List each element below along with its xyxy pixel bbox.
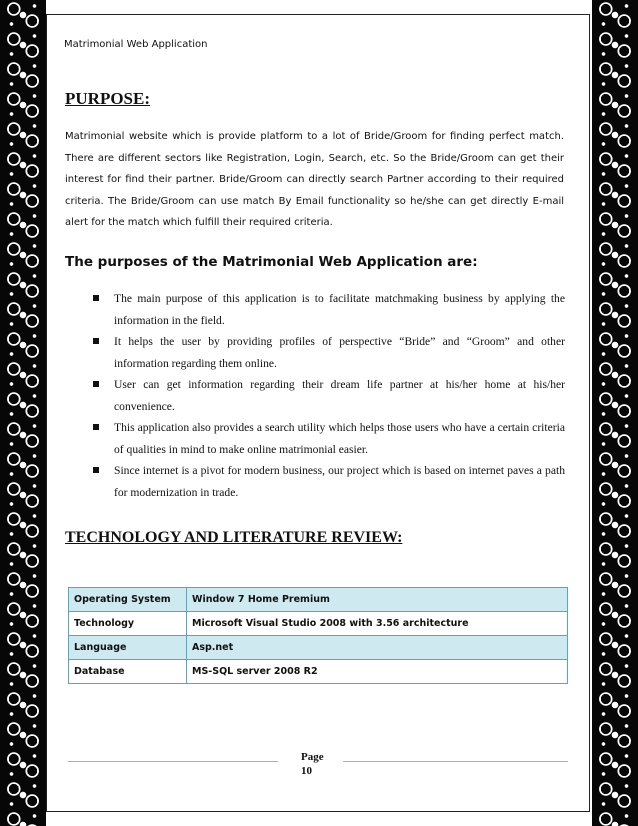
table-row: [69, 636, 568, 660]
table-cell-label: Technology: [69, 612, 187, 636]
technology-table: [68, 587, 568, 684]
square-bullet-icon: [93, 381, 99, 387]
table-cell-value: MS-SQL server 2008 R2: [187, 660, 568, 684]
list-item: [93, 288, 565, 331]
purpose-paragraph: Matrimonial website which is provide platform to a lot of Bride/Groom for finding perfect match. There are different sectors like Registration, Login, Search, etc. So the Bride/Groom can get their interest for find their partner. Bride/Groom can directly search Partner according to their required criteria. The Bride/Groom can use match By Email functionality so he/she can get directly E-mail alert for the match which fulfill their required criteria.: [65, 131, 564, 228]
list-item-text: This application also provides a search utility which helps those users who have a certain criteria of qualities in mind to make online matrimonial easier.: [114, 421, 565, 456]
technology-title: TECHNOLOGY AND LITERATURE REVIEW:: [65, 529, 403, 546]
table-cell-label: Operating System: [69, 588, 187, 612]
square-bullet-icon: [93, 295, 99, 301]
square-bullet-icon: [93, 424, 99, 430]
square-bullet-icon: [93, 467, 99, 473]
page-label: Page: [301, 751, 324, 763]
table-row: [69, 588, 568, 612]
list-item: [93, 374, 565, 417]
footer-rule-left: [68, 761, 278, 762]
list-item-text: Since internet is a pivot for modern business, our project which is based on internet paves a path for modernization in trade.: [114, 464, 565, 499]
purposes-heading: The purposes of the Matrimonial Web Application are:: [65, 254, 478, 270]
footer-rule-right: [343, 761, 568, 762]
page-number: [301, 750, 324, 778]
list-item: [93, 417, 565, 460]
list-item-text: The main purpose of this application is to facilitate matchmaking business by applying the information in the field.: [114, 292, 565, 327]
purpose-title: PURPOSE:: [65, 89, 150, 108]
list-item-text: It helps the user by providing profiles of perspective “Bride” and “Groom” and other information regarding them online.: [114, 335, 565, 370]
table-row: [69, 660, 568, 684]
table-cell-value: Window 7 Home Premium: [187, 588, 568, 612]
table-cell-label: Language: [69, 636, 187, 660]
table-cell-value: Microsoft Visual Studio 2008 with 3.56 architecture: [187, 612, 568, 636]
right-ornamental-border: [592, 0, 638, 826]
table-row: [69, 612, 568, 636]
purposes-list: [93, 288, 565, 503]
list-item: [93, 460, 565, 503]
left-ornamental-border: [0, 0, 46, 826]
page-number-value: 10: [301, 765, 312, 777]
running-header: Matrimonial Web Application: [64, 39, 208, 50]
table-cell-label: Database: [69, 660, 187, 684]
list-item-text: User can get information regarding their dream life partner at his/her home at his/her convenience.: [114, 378, 565, 413]
list-item: [93, 331, 565, 374]
table-cell-value: Asp.net: [187, 636, 568, 660]
square-bullet-icon: [93, 338, 99, 344]
